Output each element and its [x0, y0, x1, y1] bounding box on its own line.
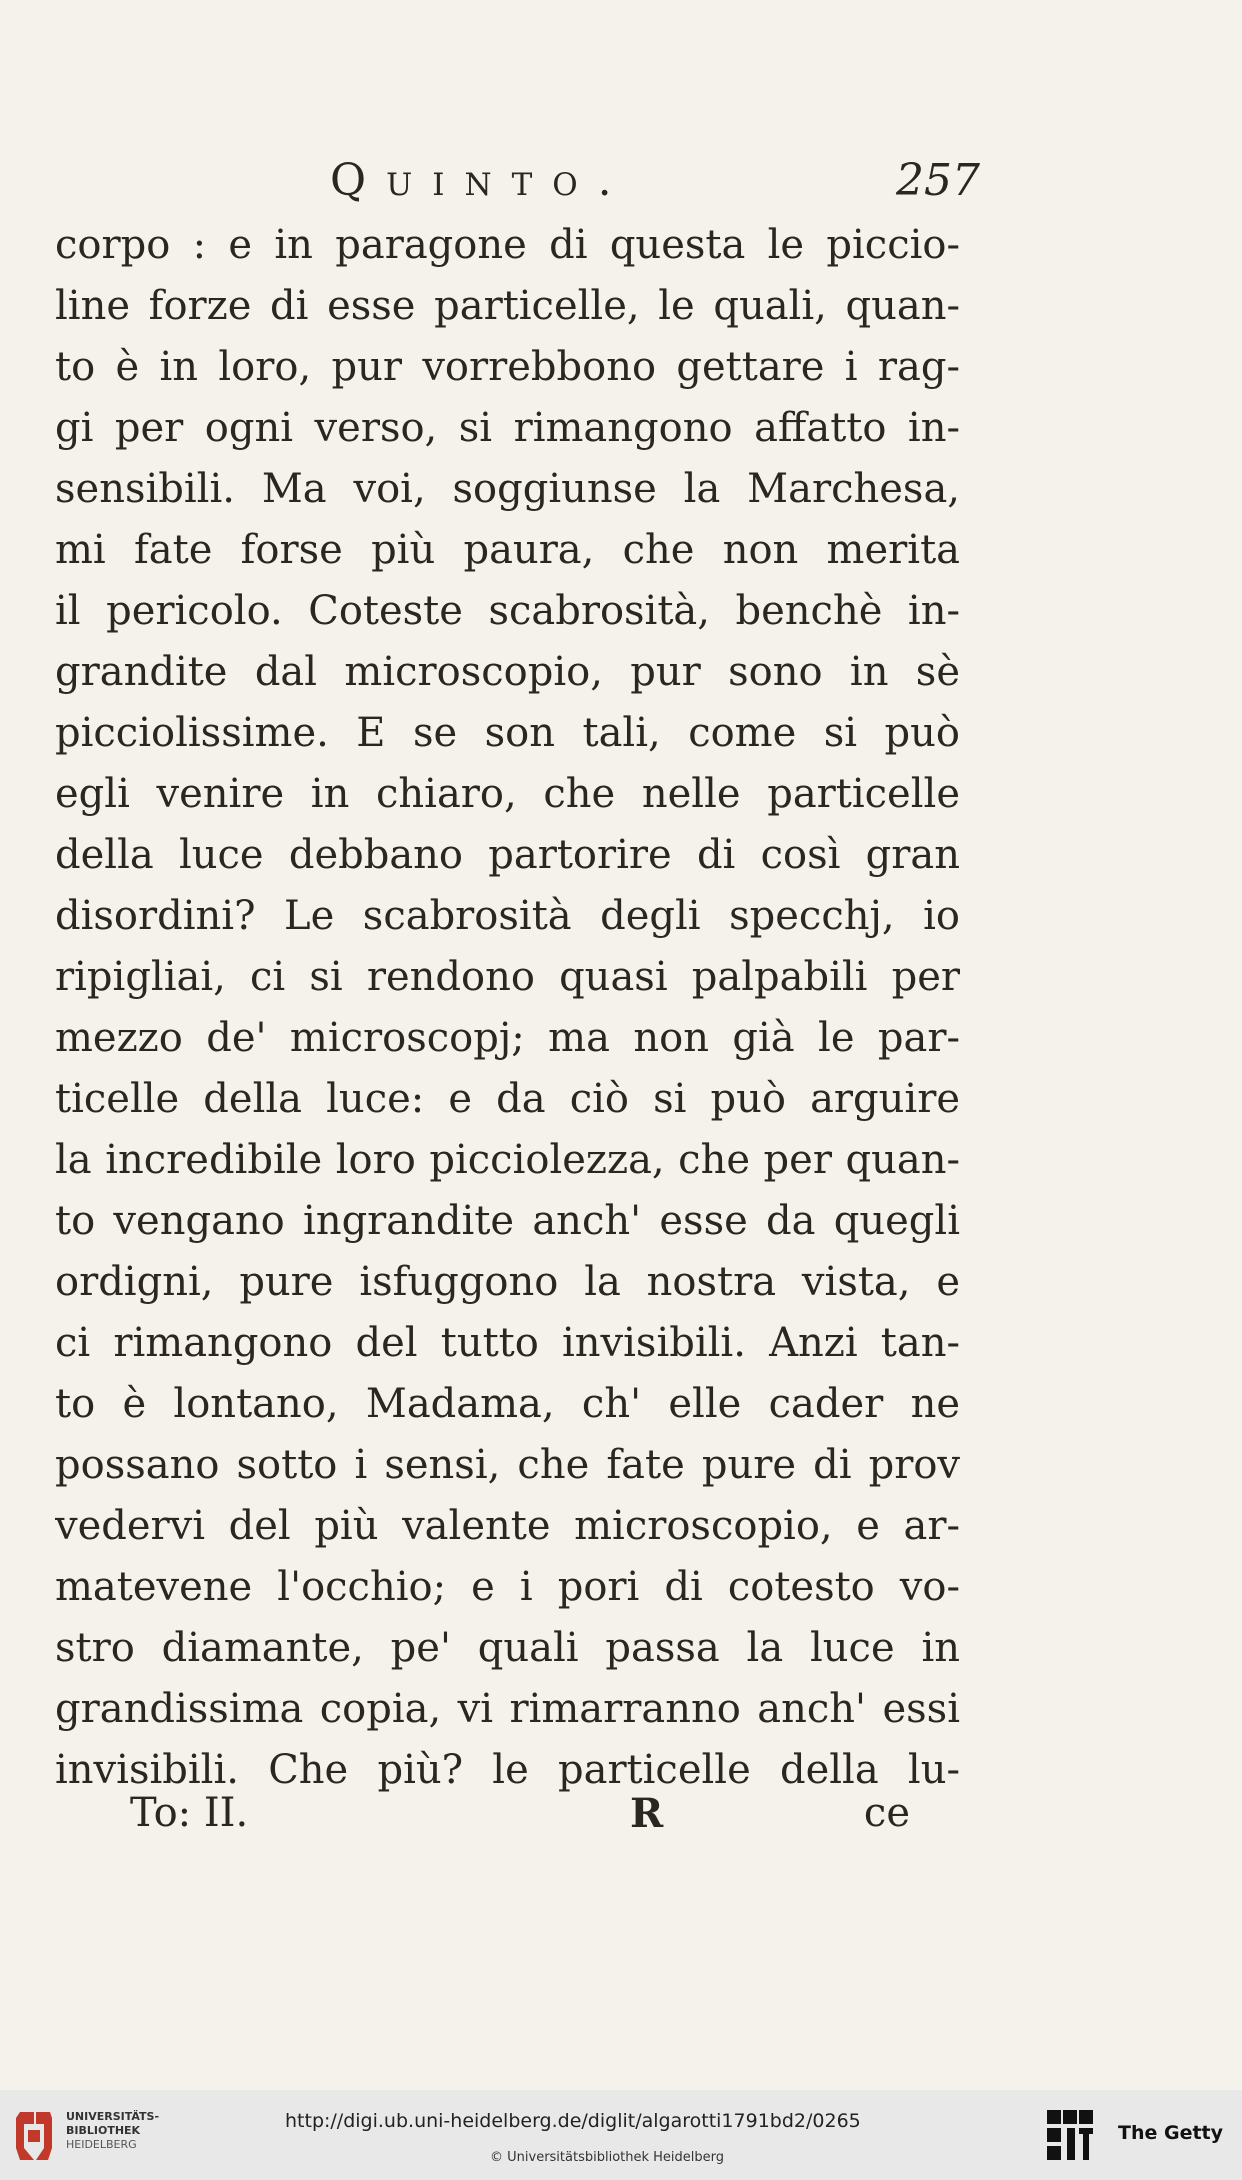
partner-name: The Getty	[1118, 2122, 1224, 2144]
text-line: vedervi del più valente microscopio, e ar-	[55, 1503, 960, 1549]
text-line: possano sotto i sensi, che fate pure di prov	[55, 1442, 960, 1488]
text-line: disordini? Le scabrosità degli specchj, io	[55, 893, 960, 939]
text-line: il pericolo. Coteste scabrosità, benchè in-	[55, 588, 960, 634]
viewer-footer-bar	[0, 2090, 1242, 2180]
text-line: della luce debbano partorire di così gran	[55, 832, 960, 878]
library-name-line: HEIDELBERG	[66, 2138, 137, 2151]
page-number: 257	[896, 155, 980, 206]
text-line: ticelle della luce: e da ciò si può arguire	[55, 1076, 960, 1122]
running-title: Quinto.	[330, 155, 632, 206]
text-line: grandissima copia, vi rimarranno anch' essi	[55, 1686, 960, 1732]
text-line: to è lontano, Madama, ch' elle cader ne	[55, 1381, 960, 1427]
text-line: matevene l'occhio; e i pori di cotesto vo-	[55, 1564, 960, 1610]
library-name-line: UNIVERSITÄTS-	[66, 2110, 160, 2123]
text-line: egli venire in chiaro, che nelle particelle	[55, 771, 960, 817]
text-line: ordigni, pure isfuggono la nostra vista, e	[55, 1259, 960, 1305]
text-line: picciolissime. E se son tali, come si può	[55, 710, 960, 756]
text-line: invisibili. Che più? le particelle della lu-	[55, 1747, 960, 1793]
text-line: la incredibile loro picciolezza, che per quan-	[55, 1137, 960, 1183]
ub-heidelberg-logo-icon[interactable]	[14, 2108, 54, 2164]
text-line: line forze di esse particelle, le quali, quan-	[55, 283, 960, 329]
text-line: grandite dal microscopio, pur sono in sè	[55, 649, 960, 695]
signature: To: II.	[130, 1790, 249, 1836]
text-line: ripigliai, ci si rendono quasi palpabili per	[55, 954, 960, 1000]
library-name-line: BIBLIOTHEK	[66, 2124, 141, 2137]
copyright-notice: © Universitätsbibliothek Heidelberg	[490, 2150, 725, 2165]
text-line: gi per ogni verso, si rimangono affatto in-	[55, 405, 960, 451]
text-line: to è in loro, pur vorrebbono gettare i rag-	[55, 344, 960, 390]
permalink-url[interactable]: http://digi.ub.uni-heidelberg.de/diglit/algarotti1791bd2/0265	[285, 2110, 861, 2132]
running-header	[330, 155, 980, 215]
text-line: to vengano ingrandite anch' esse da quegli	[55, 1198, 960, 1244]
page-footer	[130, 1790, 910, 1850]
catchword: ce	[863, 1790, 910, 1836]
text-line: corpo : e in paragone di questa le piccio-	[55, 222, 960, 268]
text-line: sensibili. Ma voi, soggiunse la Marchesa,	[55, 466, 960, 512]
text-line: mi fate forse più paura, che non merita	[55, 527, 960, 573]
getty-logo-icon[interactable]	[1045, 2108, 1097, 2164]
text-line: mezzo de' microscopj; ma non già le par-	[55, 1015, 960, 1061]
body-text	[55, 215, 960, 1801]
library-name	[66, 2110, 159, 2152]
signature-mark: R	[630, 1790, 664, 1837]
text-line: stro diamante, pe' quali passa la luce in	[55, 1625, 960, 1671]
text-line: ci rimangono del tutto invisibili. Anzi tan-	[55, 1320, 960, 1366]
